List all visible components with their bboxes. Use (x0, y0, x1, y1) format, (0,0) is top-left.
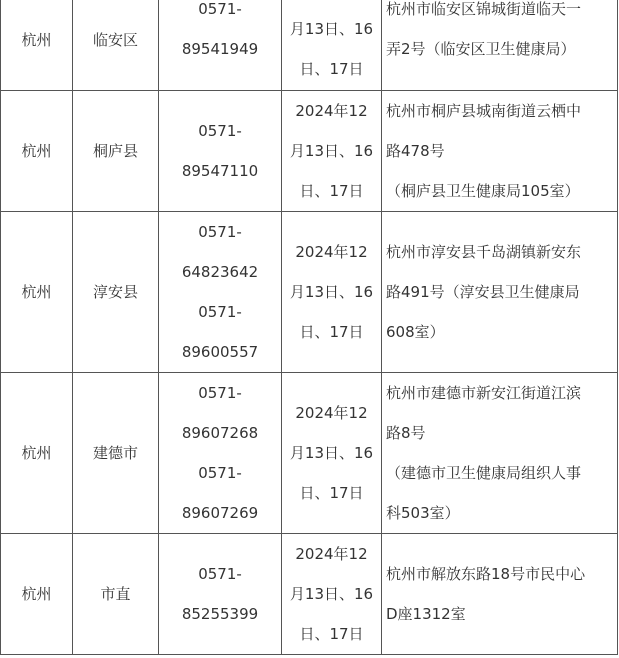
city-cell: 杭州 (1, 534, 73, 655)
district-cell: 淳安县 (73, 212, 159, 373)
city-cell: 杭州 (1, 373, 73, 534)
date-cell: 2024年12 月13日、16 日、17日 (282, 534, 382, 655)
district-cell: 建德市 (73, 373, 159, 534)
date-cell: 2024年12 月13日、16 日、17日 (282, 91, 382, 212)
date-cell: 2024年12 月13日、16 日、17日 (282, 373, 382, 534)
address-cell: 杭州市建德市新安江街道江滨 路8号 （建德市卫生健康局组织人事 科503室） (382, 373, 618, 534)
date-cell: 月13日、16 日、17日 (282, 0, 382, 91)
table-row (1, 534, 618, 655)
table-row (1, 212, 618, 373)
phone-cell: 0571- 89541949 (159, 0, 282, 91)
table-row (1, 373, 618, 534)
district-cell: 临安区 (73, 0, 159, 91)
phone-cell: 0571- 64823642 0571- 89600557 (159, 212, 282, 373)
phone-cell: 0571- 89607268 0571- 89607269 (159, 373, 282, 534)
phone-cell: 0571- 85255399 (159, 534, 282, 655)
address-cell: 杭州市桐庐县城南街道云栖中 路478号 （桐庐县卫生健康局105室） (382, 91, 618, 212)
table-row (1, 0, 618, 91)
address-cell: 杭州市淳安县千岛湖镇新安东 路491号（淳安县卫生健康局 608室） (382, 212, 618, 373)
table-row (1, 91, 618, 212)
date-cell: 2024年12 月13日、16 日、17日 (282, 212, 382, 373)
city-cell: 杭州 (1, 212, 73, 373)
phone-cell: 0571- 89547110 (159, 91, 282, 212)
address-cell: 杭州市临安区锦城街道临天一 弄2号（临安区卫生健康局） (382, 0, 618, 91)
district-cell: 市直 (73, 534, 159, 655)
district-cell: 桐庐县 (73, 91, 159, 212)
address-cell: 杭州市解放东路18号市民中心 D座1312室 (382, 534, 618, 655)
city-cell: 杭州 (1, 0, 73, 91)
city-cell: 杭州 (1, 91, 73, 212)
